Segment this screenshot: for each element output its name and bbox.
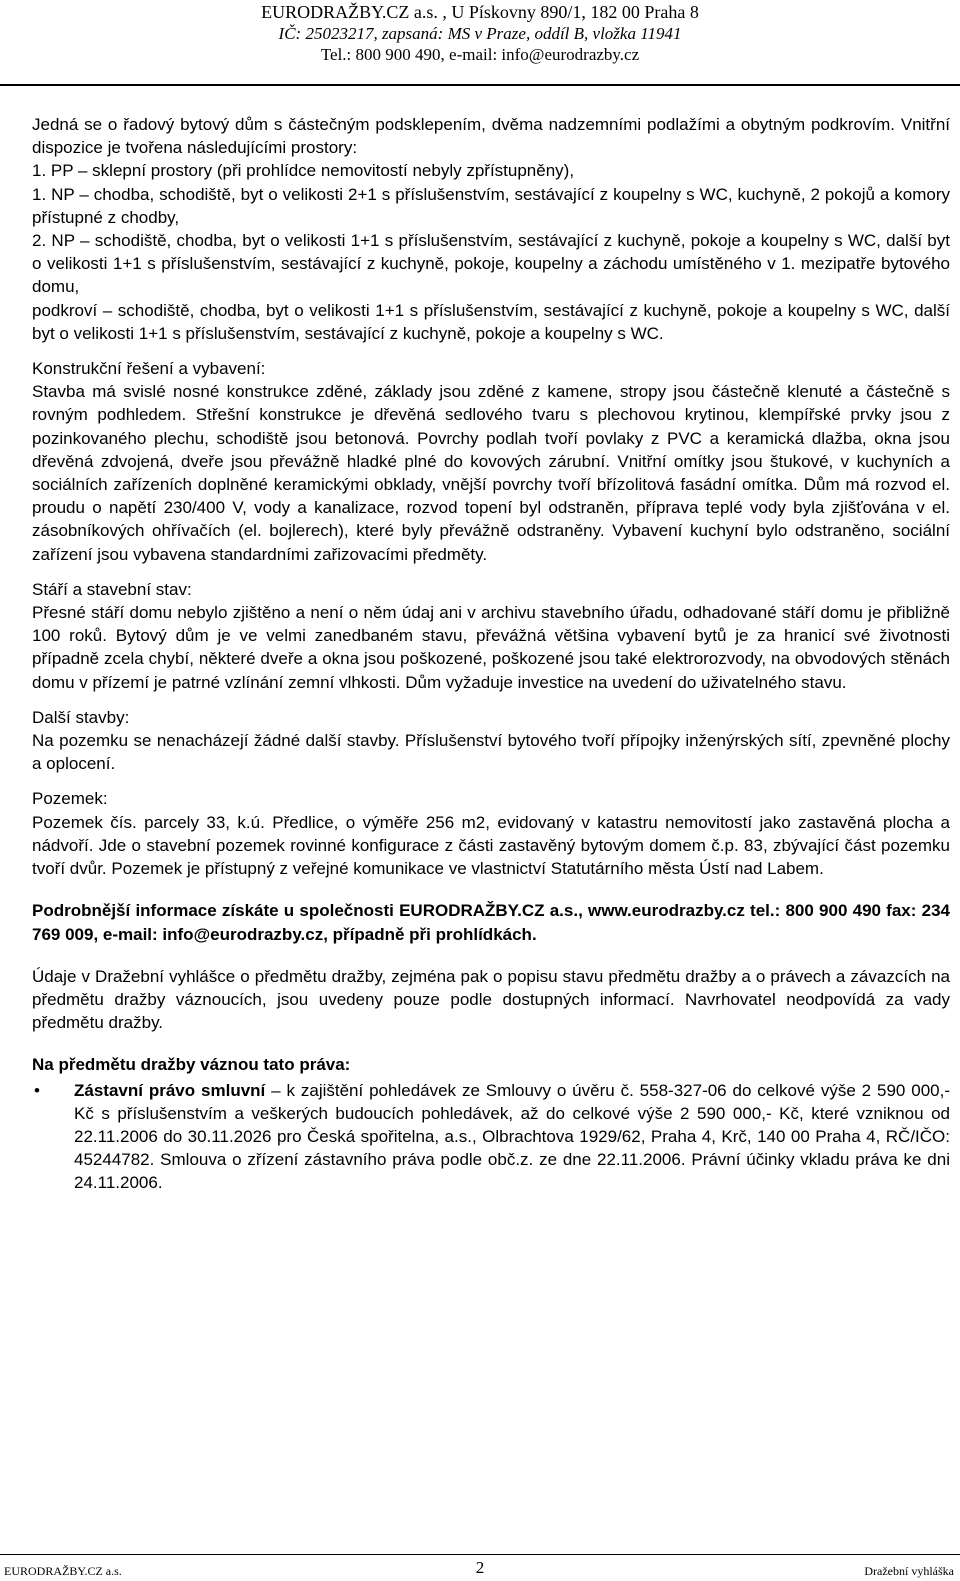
- rights-item-label: Zástavní právo smluvní: [74, 1080, 266, 1100]
- construction-title: Konstrukční řešení a vybavení:: [32, 359, 266, 379]
- age-title: Stáří a stavební stav:: [32, 579, 192, 599]
- footer-divider: [0, 1554, 960, 1555]
- letterhead: [0, 2, 960, 65]
- page-footer: [0, 1554, 960, 1581]
- footer-company: EURODRAŽBY.CZ a.s.: [4, 1564, 122, 1578]
- other-buildings-text: Na pozemku se nenacházejí žádné další stavby. Příslušenství bytového tvoří přípojky inženýrských sítí, zpevněné plochy a oplocení.: [32, 731, 950, 774]
- disclaimer-text: Údaje v Dražební vyhlášce o předmětu dražby, zejména pak o popisu stavu předmětu dražby a o právech a závazcích na předmětu dražby váznoucích, jsou uvedeny pouze podle dostupných informací. Navrhovatel neodpovídá za vady předmětu dražby.: [32, 966, 950, 1033]
- letterhead-contact: Tel.: 800 900 490, e-mail: info@eurodrazby.cz: [320, 45, 640, 64]
- construction-text: Stavba má svislé nosné konstrukce zděné, základy jsou zděné z kamene, stropy jsou částečně klenuté a částečně s rovným podhledem. Střešní konstrukce je dřevěná sedlového tvaru s plechovou krytinou, klempířské prvky jsou z pozinkovaného plechu, schodiště jsou betonová. Povrchy podlah tvoří povlaky z PVC a keramická dlažba, okna jsou dřevěná zdvojená, dveře jsou převážně hladké plné do kovových zárubní. Vnitřní omítky jsou štukové, v kuchyních a sociálních zařízeních doplněné keramickými obklady, vnější povrchy tvoří břízolitová fasádní omítka. Dům má rozvod el. proudu o napětí 230/400 V, vody a kanalizace, rozvod topení byl odstraněn, příprava teplé vody byla zjišťována v el. zásobníkových ohřívačích (el. bojlerech), které byly převážně odstraněny. Vybavení kuchyní bylo odstraněno, sociální zařízení jsou vybavena standardními zařizovacími předměty.: [32, 382, 950, 564]
- description-attic: podkroví – schodiště, chodba, byt o velikosti 1+1 s příslušenstvím, sestávající z kuchyně, pokoje a koupelny s WC, další byt o velikosti 1+1 s příslušenstvím, sestávající z kuchyně, pokoje a koupelny s WC.: [32, 300, 950, 343]
- rights-title: Na předmětu dražby váznou tato práva:: [32, 1055, 351, 1075]
- other-buildings-title: Další stavby:: [32, 707, 130, 727]
- description-intro: Jedná se o řadový bytový dům s částečným podsklepením, dvěma nadzemními podlažími a obytným podkrovím. Vnitřní dispozice je tvořena následujícími prostory:: [32, 115, 950, 158]
- land-text: Pozemek čís. parcely 33, k.ú. Předlice, o výměře 256 m2, evidovaný v katastru nemovitostí jako zastavěná plocha a nádvoří. Jde o stavební pozemek rovinné konfigurace z části zastavěný bytovým domem č.p. 83, zbývající část pozemku tvoří dvůr. Pozemek je přístupný z veřejné komunikace ve vlastnictví Statutárního města Ústí nad Labem.: [32, 812, 950, 879]
- page-number: 2: [475, 1558, 485, 1577]
- description-first-floor: 1. NP – chodba, schodiště, byt o velikosti 2+1 s příslušenstvím, sestávající z koupelny s WC, kuchyně, 2 pokojů a komory přístupné z chodby,: [32, 184, 950, 227]
- letterhead-company-address: EURODRAŽBY.CZ a.s. , U Pískovny 890/1, 182 00 Praha 8: [261, 2, 699, 22]
- land-title: Pozemek:: [32, 789, 108, 809]
- rights-list: [32, 1079, 950, 1195]
- description-basement: 1. PP – sklepní prostory (při prohlídce nemovitostí nebyly zpřístupněny),: [32, 161, 575, 181]
- rights-list-item: [32, 1079, 950, 1195]
- header-divider: [0, 84, 960, 86]
- rights-item-text: – k zajištění pohledávek ze Smlouvy o úvěru č. 558-327-06 do celkové výše 2 590 000,- Kč s příslušenstvím a veškerých budoucích pohledávek, až do celkové výše 2 590 000,- Kč, které vzniknou od 22.11.2006 do 30.11.2026 pro Česká spořitelna, a.s., Olbrachtova 1929/62, Praha 4, Krč, 140 00 Praha 4, RČ/IČO: 45244782. Smlouva o zřízení zástavního práva podle obč.z. ze dne 22.11.2006. Právní účinky vkladu práva ke dni 24.11.2006.: [74, 1080, 950, 1193]
- footer-document-title: Dražební vyhláška: [864, 1564, 954, 1578]
- contact-info: Podrobnější informace získáte u společnosti EURODRAŽBY.CZ a.s., www.eurodrazby.cz tel.: 800 900 490 fax: 234 769 009, e-mail: info@eurodrazby.cz, případně při prohlídkách.: [32, 901, 950, 944]
- letterhead-registration: IČ: 25023217, zapsaná: MS v Praze, oddíl B, vložka 11941: [278, 24, 682, 43]
- bullet-icon: •: [34, 1080, 40, 1100]
- document-body: [32, 113, 950, 1195]
- description-second-floor: 2. NP – schodiště, chodba, byt o velikosti 1+1 s příslušenstvím, sestávající z kuchyně, pokoje a koupelny s WC, další byt o velikosti 1+1 s příslušenstvím, sestávající z kuchyně, pokoje, koupelny a záchodu umístěného v 1. mezipatře bytového domu,: [32, 231, 950, 297]
- age-text: Přesné stáří domu nebylo zjištěno a není o něm údaj ani v archivu stavebního úřadu, odhadované stáří domu je přibližně 100 roků. Bytový dům je ve velmi zanedbaném stavu, převážná většina vybavení bytů je za hranicí své životnosti případně zcela chybí, některé dveře a okna jsou poškozené, poškozené jsou také elektrorozvody, na obvodových stěnách domu v přízemí je patrné vzlínání zemní vlhkosti. Dům vyžaduje investice na uvedení do uživatelného stavu.: [32, 603, 950, 692]
